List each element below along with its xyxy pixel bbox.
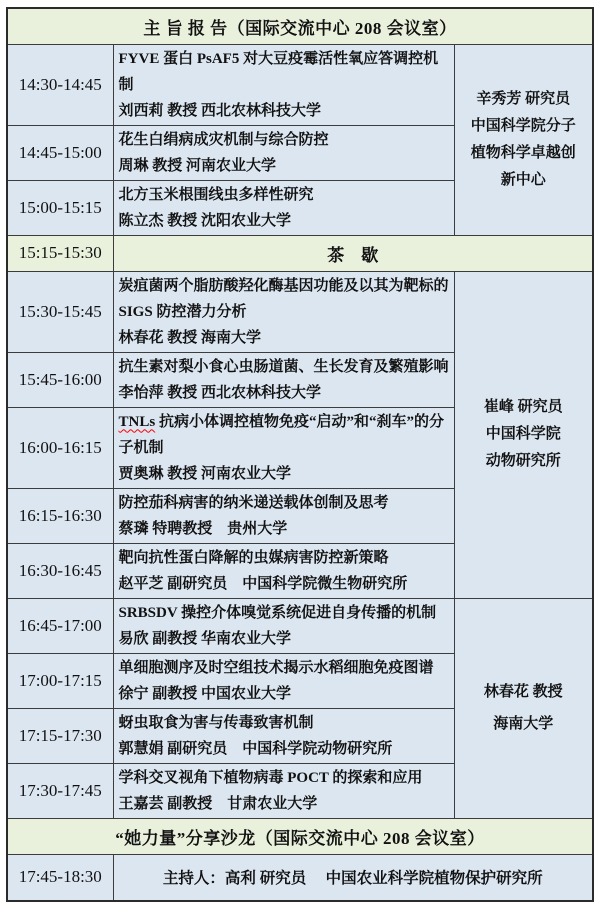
talk-cell	[113, 708, 454, 763]
talk-title: 炭疽菌两个脂肪酸羟化酶基因功能及以其为靶标的 SIGS 防控潜力分析	[118, 277, 449, 320]
talk-speaker: 林春花 教授 海南大学	[118, 329, 262, 346]
talk-speaker: 李怡萍 教授 西北农林科技大学	[118, 384, 322, 401]
time-cell: 16:00-16:15	[7, 407, 113, 488]
talk-speaker: 王嘉芸 副教授 甘肃农业大学	[118, 795, 318, 812]
talk-cell	[113, 180, 454, 235]
chair-affiliation-line: 新中心	[500, 171, 546, 188]
chair-cell	[454, 271, 593, 598]
talk-title: 抗生素对梨小食心虫肠道菌、生长发育及繁殖影响	[118, 358, 449, 375]
talk-title: TNLs 抗病小体调控植物免疫“启动”和“刹车”的分子机制	[118, 413, 444, 456]
chair-affiliation-line: 中国科学院	[485, 426, 561, 442]
time-cell: 14:45-15:00	[7, 125, 113, 180]
talk-speaker: 周琳 教授 河南农业大学	[118, 157, 277, 174]
talk-speaker: 刘西莉 教授 西北农林科技大学	[118, 102, 322, 119]
time-cell: 15:45-16:00	[7, 352, 113, 407]
tea-break-row	[7, 235, 593, 271]
chair-affiliation-line: 海南大学	[493, 715, 554, 732]
talk-speaker: 易欣 副教授 华南农业大学	[118, 630, 292, 647]
talk-title: 靶向抗性蛋白降解的虫媒病害防控新策略	[118, 549, 389, 566]
talk-cell	[113, 763, 454, 818]
time-cell: 17:45-18:30	[7, 854, 113, 901]
talk-speaker: 蔡璘 特聘教授 贵州大学	[118, 520, 288, 537]
time-cell: 15:00-15:15	[7, 180, 113, 235]
schedule-row	[7, 598, 593, 653]
talk-title: 单细胞测序及时空组技术揭示水稻细胞免疫图谱	[118, 659, 434, 676]
talk-cell	[113, 407, 454, 488]
talk-cell	[113, 44, 454, 125]
talk-title: 蚜虫取食为害与传毒致害机制	[118, 714, 314, 731]
time-cell: 17:15-17:30	[7, 708, 113, 763]
section-title: 主 旨 报 告（国际交流中心 208 会议室）	[7, 8, 593, 44]
salon-title: “她力量”分享沙龙（国际交流中心 208 会议室）	[7, 818, 593, 854]
time-cell: 15:15-15:30	[7, 235, 113, 271]
talk-title: 防控茄科病害的纳米递送载体创制及思考	[118, 494, 389, 511]
chair-affiliation-line: 植物科学卓越创	[470, 144, 576, 161]
salon-header-row	[7, 818, 593, 854]
salon-host: 主持人：高利 研究员 中国农业科学院植物保护研究所	[113, 854, 593, 901]
talk-title: 北方玉米根围线虫多样性研究	[118, 186, 314, 203]
time-cell: 16:30-16:45	[7, 543, 113, 598]
talk-cell	[113, 653, 454, 708]
talk-cell	[113, 598, 454, 653]
chair-name: 崔峰 研究员	[483, 399, 563, 415]
talk-speaker: 徐宁 副教授 中国农业大学	[118, 685, 292, 702]
section-header-row	[7, 8, 593, 44]
chair-affiliation-line: 动物研究所	[485, 453, 561, 469]
talk-title: 学科交叉视角下植物病毒 POCT 的探索和应用	[118, 769, 423, 786]
chair-cell	[454, 598, 593, 818]
tea-break-label: 茶 歇	[113, 235, 593, 271]
talk-cell	[113, 488, 454, 543]
chair-name: 辛秀芳 研究员	[476, 90, 571, 107]
chair-name: 林春花 教授	[483, 683, 563, 700]
talk-speaker: 赵平芝 副研究员 中国科学院微生物研究所	[118, 575, 408, 592]
talk-cell	[113, 543, 454, 598]
talk-cell	[113, 352, 454, 407]
talk-title: SRBSDV 操控介体嗅觉系统促进自身传播的机制	[118, 604, 437, 621]
talk-speaker: 贾奥琳 教授 河南农业大学	[118, 465, 292, 482]
talk-speaker: 陈立杰 教授 沈阳农业大学	[118, 212, 292, 229]
time-cell: 16:15-16:30	[7, 488, 113, 543]
salon-host-row	[7, 854, 593, 901]
talk-title: 花生白绢病成灾机制与综合防控	[118, 131, 329, 148]
schedule-row	[7, 271, 593, 352]
time-cell: 15:30-15:45	[7, 271, 113, 352]
talk-speaker: 郭慧娟 副研究员 中国科学院动物研究所	[118, 740, 393, 757]
time-cell: 16:45-17:00	[7, 598, 113, 653]
talk-cell	[113, 125, 454, 180]
talk-title: FYVE 蛋白 PsAF5 对大豆疫霉活性氧应答调控机制	[118, 50, 439, 93]
time-cell: 14:30-14:45	[7, 44, 113, 125]
schedule-row	[7, 44, 593, 125]
spellcheck-marked-text: TNLs	[118, 413, 156, 430]
chair-cell	[454, 44, 593, 235]
conference-schedule-table	[6, 7, 594, 902]
chair-affiliation-line: 中国科学院分子	[470, 117, 576, 134]
time-cell: 17:30-17:45	[7, 763, 113, 818]
talk-cell	[113, 271, 454, 352]
time-cell: 17:00-17:15	[7, 653, 113, 708]
